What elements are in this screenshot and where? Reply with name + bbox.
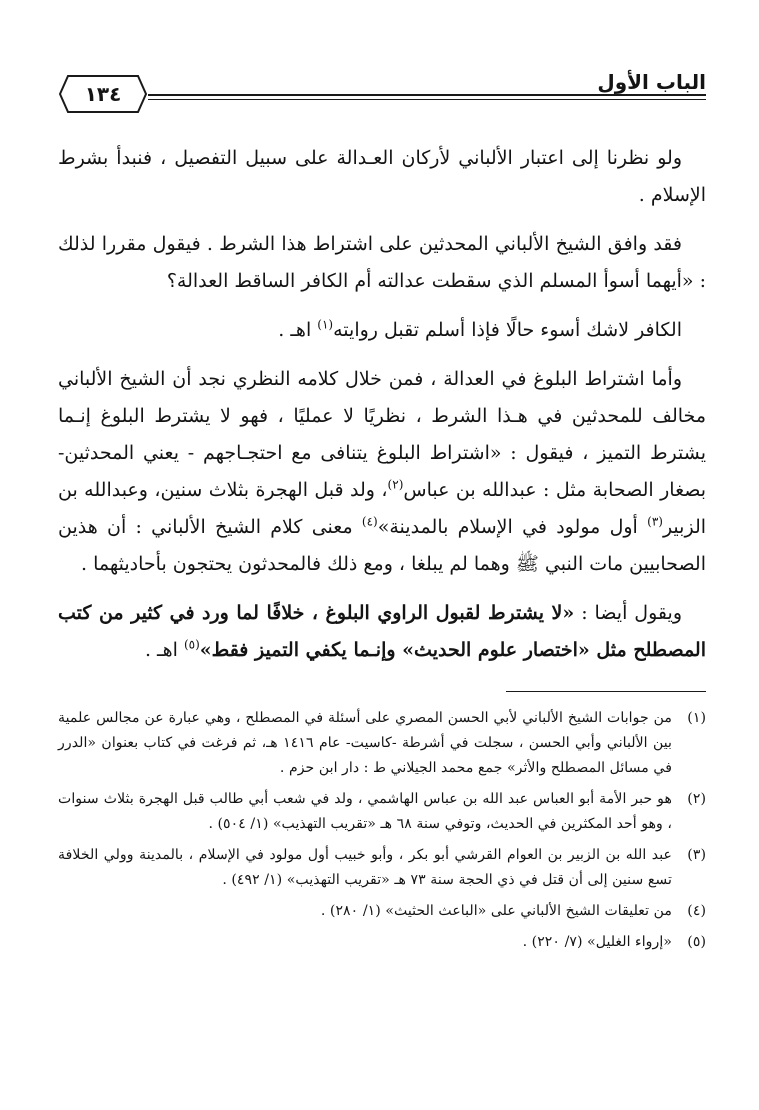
- paragraph-4-cont2: أول مولود في الإسلام بالمدينة»: [377, 516, 638, 538]
- paragraph-5-intro: ويقول أيضا :: [581, 602, 682, 624]
- footnote-text: هو حبر الأمة أبو العباس عبد الله بن عباس الهاشمي ، ولد في شعب أبي طالب قبل الهجرة بثلاث سنوات ، وهو أحد المكثرين في الحديث، وتوفي سنة ٦٨ هـ «تقريب التهذيب» (١/ ٥٠٤) .: [58, 791, 672, 832]
- footnote-text: عبد الله بن الزبير بن العوام القرشي أبو بكر ، وأبو خبيب أول مولود في الإسلام ، بالمدينة وولي الخلافة تسع سنين إلى أن قتل في ذي الحجة سنة ٧٣ هـ «تقريب التهذيب» (١/ ٤٩٢) .: [58, 847, 672, 888]
- header-rule-thin: [58, 99, 706, 100]
- aha-2: اهـ .: [144, 639, 178, 661]
- page-number-frame: [58, 74, 148, 114]
- paragraph-3-text: الكافر لاشك أسوء حالًا فإذا أسلم تقبل روايته: [333, 319, 682, 341]
- footnote-text: من جوابات الشيخ الألباني لأبي الحسن المصري على أسئلة في المصطلح ، وهي عبارة عن مجالس علمية بين الألباني وأبي الحسن ، سجلت في أشرطة -كاسيت- عام ١٤١٦ هـ، ثم فرغت في كتاب بعنوان «الدرر في مسائل المصطلح والأثر» جمع محمد الجيلاني ط : دار ابن حزم .: [58, 710, 672, 776]
- page-number: ١٣٤: [84, 82, 122, 106]
- paragraph-2: فقد وافق الشيخ الألباني المحدثين على اشتراط هذا الشرط . فيقول مقررا لذلك : «أيهما أسوأ المسلم الذي سقطت عدالته أم الكافر الساقط العدالة؟: [58, 233, 706, 292]
- footnote-text: من تعليقات الشيخ الألباني على «الباعث الحثيث» (١/ ٢٨٠) .: [320, 903, 672, 919]
- footnote-text: «إرواء الغليل» (٧/ ٢٢٠) .: [522, 934, 672, 950]
- chapter-title: الباب الأول: [587, 70, 706, 94]
- page-header: [58, 58, 706, 118]
- footnote-separator: [506, 691, 706, 692]
- main-text: [58, 140, 706, 669]
- footnote-5: [58, 930, 706, 955]
- footnote-number: (١): [687, 710, 706, 726]
- footnote-4: [58, 899, 706, 924]
- aha-1: اهـ .: [278, 319, 312, 341]
- paragraph-4-cont: ، ولد قبل الهجرة بثلاث سنين، وعبدالله بن الزبير: [58, 479, 707, 538]
- footnote-number: (٥): [687, 934, 706, 950]
- footnote-ref-4[interactable]: (٤): [361, 514, 378, 529]
- footnote-ref-1[interactable]: (١): [317, 317, 334, 332]
- paragraph-3: [58, 312, 706, 349]
- paragraph-4: [58, 361, 706, 583]
- footnote-number: (٣): [687, 847, 706, 863]
- paragraph-5: [58, 595, 706, 669]
- paragraph-4-cont3: معنى كلام الشيخ الألباني : أن هذين الصحابيين مات النبي ﷺ وهما لم يبلغا ، ومع ذلك فالمحدثون يحتجون بأحاديثهما .: [58, 516, 706, 575]
- footnote-number: (٢): [687, 791, 706, 807]
- book-page: [58, 58, 706, 1058]
- header-rule: [58, 94, 706, 96]
- paragraph-5-quote: «لا يشترط لقبول الراوي البلوغ ، خلافًا لما ورد في كثير من كتب المصطلح مثل «اختصار علوم الحديث» وإنـما يكفي التميز فقط»: [58, 602, 706, 661]
- footnotes: [58, 706, 706, 955]
- footnote-ref-2[interactable]: (٢): [387, 477, 404, 492]
- footnote-1: [58, 706, 706, 781]
- footnote-number: (٤): [687, 903, 706, 919]
- paragraph-4-text: وأما اشتراط البلوغ في العدالة ، فمن خلال كلامه النظري نجد أن الشيخ الألباني مخالف للمحدثين في هـذا الشرط ، نظريًا لا عمليًا ، فهو لا يشترط البلوغ إنـما يشترط التميز ، فيقول : «اشتراط البلوغ يتنافى مع احتجـاجهم - يعني المحدثين- بصغار الصحابة مثل : عبدالله بن عباس: [58, 368, 706, 501]
- footnote-ref-5[interactable]: (٥): [183, 637, 200, 652]
- paragraph-1: ولو نظرنا إلى اعتبار الألباني لأركان العـدالة على سبيل التفصيل ، فنبدأ بشرط الإسلام .: [58, 147, 706, 206]
- footnote-2: [58, 787, 706, 837]
- footnote-ref-3[interactable]: (٣): [647, 514, 663, 529]
- footnote-3: [58, 843, 706, 893]
